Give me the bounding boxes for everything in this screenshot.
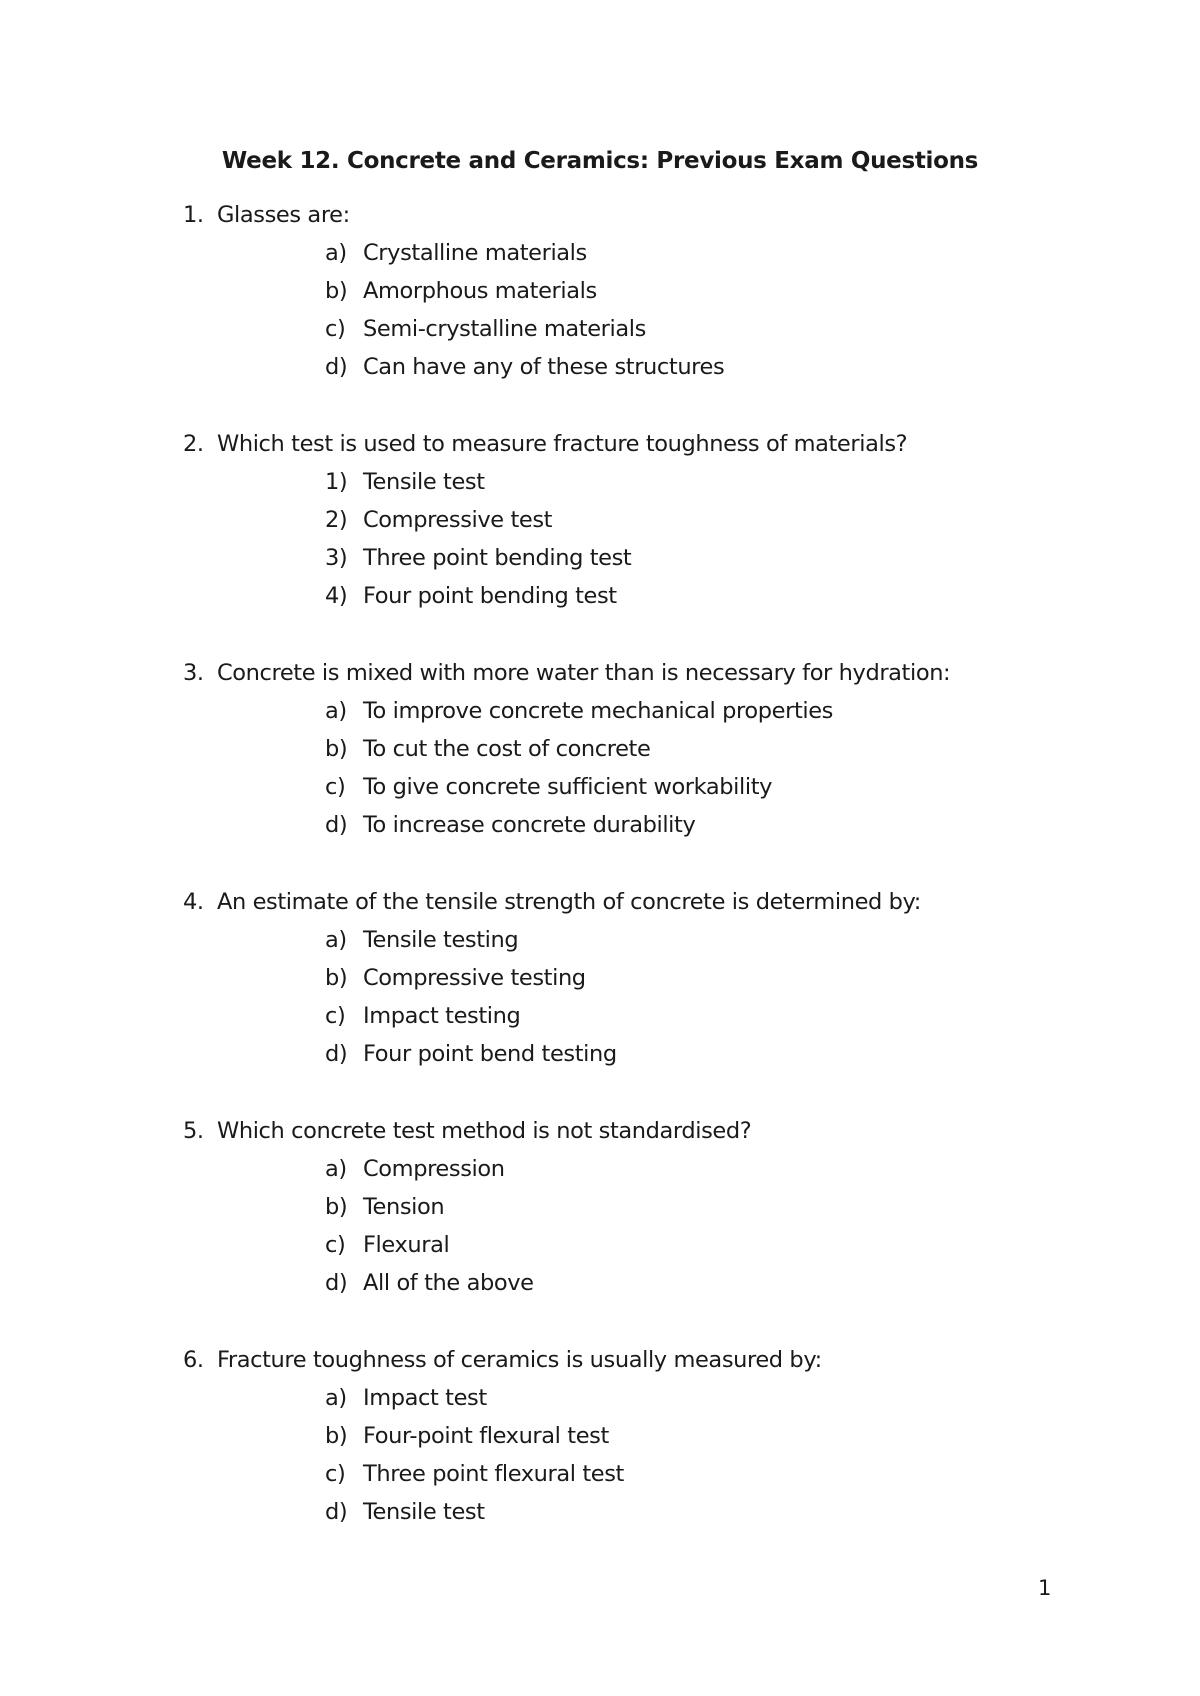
option-label: a) (325, 1385, 347, 1411)
option-label: b) (325, 278, 348, 304)
answer-option (0, 1188, 1200, 1226)
answer-option (0, 692, 1200, 730)
option-text: Crystalline materials (363, 240, 587, 266)
option-label: b) (325, 965, 348, 991)
answer-option (0, 463, 1200, 501)
question-stem (0, 883, 1200, 921)
question-number: 2. (183, 431, 204, 457)
option-label: a) (325, 698, 347, 724)
option-label: c) (325, 1461, 346, 1487)
option-text: Flexural (363, 1232, 450, 1258)
option-text: To cut the cost of concrete (363, 736, 651, 762)
option-label: 2) (325, 507, 348, 533)
question-text: Which test is used to measure fracture toughness of materials? (217, 431, 908, 457)
option-text: All of the above (363, 1270, 534, 1296)
answer-option (0, 997, 1200, 1035)
answer-option (0, 1455, 1200, 1493)
answer-option (0, 1226, 1200, 1264)
option-label: a) (325, 927, 347, 953)
answer-option (0, 921, 1200, 959)
answer-option (0, 348, 1200, 386)
option-label: b) (325, 1423, 348, 1449)
question-number: 5. (183, 1118, 204, 1144)
question-number: 6. (183, 1347, 204, 1373)
document-title: Week 12. Concrete and Ceramics: Previous Exam Questions (221, 148, 979, 174)
option-label: d) (325, 1270, 348, 1296)
question-5 (0, 1112, 1200, 1302)
option-label: b) (325, 1194, 348, 1220)
question-stem (0, 196, 1200, 234)
option-label: 3) (325, 545, 348, 571)
option-text: Semi-crystalline materials (363, 316, 646, 342)
question-text: Fracture toughness of ceramics is usually measured by: (217, 1347, 822, 1373)
answer-option (0, 501, 1200, 539)
option-label: d) (325, 812, 348, 838)
answer-option (0, 1417, 1200, 1455)
option-text: Tension (363, 1194, 445, 1220)
option-text: To increase concrete durability (363, 812, 696, 838)
option-label: a) (325, 1156, 347, 1182)
option-text: Compression (363, 1156, 505, 1182)
option-label: c) (325, 1232, 346, 1258)
answer-option (0, 1493, 1200, 1531)
question-3 (0, 654, 1200, 844)
answer-option (0, 272, 1200, 310)
option-text: To give concrete sufficient workability (363, 774, 773, 800)
option-text: Tensile test (363, 469, 485, 495)
answer-option (0, 310, 1200, 348)
option-label: d) (325, 354, 348, 380)
question-stem (0, 1341, 1200, 1379)
option-text: Four point bending test (363, 583, 617, 609)
option-label: c) (325, 1003, 346, 1029)
answer-option (0, 959, 1200, 997)
question-stem (0, 654, 1200, 692)
question-text: An estimate of the tensile strength of concrete is determined by: (217, 889, 921, 915)
option-text: Tensile testing (363, 927, 519, 953)
question-text: Glasses are: (217, 202, 350, 228)
option-text: Impact testing (363, 1003, 521, 1029)
answer-option (0, 806, 1200, 844)
question-1 (0, 196, 1200, 386)
question-4 (0, 883, 1200, 1073)
question-stem (0, 1112, 1200, 1150)
question-number: 3. (183, 660, 204, 686)
option-text: Impact test (363, 1385, 487, 1411)
page-number: 1 (1038, 1576, 1052, 1600)
question-number: 1. (183, 202, 204, 228)
answer-option (0, 1150, 1200, 1188)
option-text: Three point bending test (363, 545, 632, 571)
answer-option (0, 768, 1200, 806)
option-text: Four-point flexural test (363, 1423, 609, 1449)
option-label: 1) (325, 469, 348, 495)
answer-option (0, 730, 1200, 768)
option-label: c) (325, 316, 346, 342)
option-label: 4) (325, 583, 348, 609)
option-text: Amorphous materials (363, 278, 597, 304)
option-label: a) (325, 240, 347, 266)
option-text: Can have any of these structures (363, 354, 725, 380)
option-label: d) (325, 1041, 348, 1067)
answer-option (0, 1379, 1200, 1417)
question-number: 4. (183, 889, 204, 915)
option-text: Four point bend testing (363, 1041, 617, 1067)
question-2 (0, 425, 1200, 615)
question-text: Concrete is mixed with more water than is necessary for hydration: (217, 660, 951, 686)
answer-option (0, 1035, 1200, 1073)
option-text: Compressive testing (363, 965, 586, 991)
question-text: Which concrete test method is not standardised? (217, 1118, 752, 1144)
question-stem (0, 425, 1200, 463)
option-text: Three point flexural test (363, 1461, 624, 1487)
option-label: b) (325, 736, 348, 762)
option-label: d) (325, 1499, 348, 1525)
answer-option (0, 539, 1200, 577)
answer-option (0, 234, 1200, 272)
question-6 (0, 1341, 1200, 1531)
option-text: To improve concrete mechanical properties (363, 698, 833, 724)
answer-option (0, 577, 1200, 615)
option-text: Tensile test (363, 1499, 485, 1525)
option-label: c) (325, 774, 346, 800)
option-text: Compressive test (363, 507, 553, 533)
answer-option (0, 1264, 1200, 1302)
